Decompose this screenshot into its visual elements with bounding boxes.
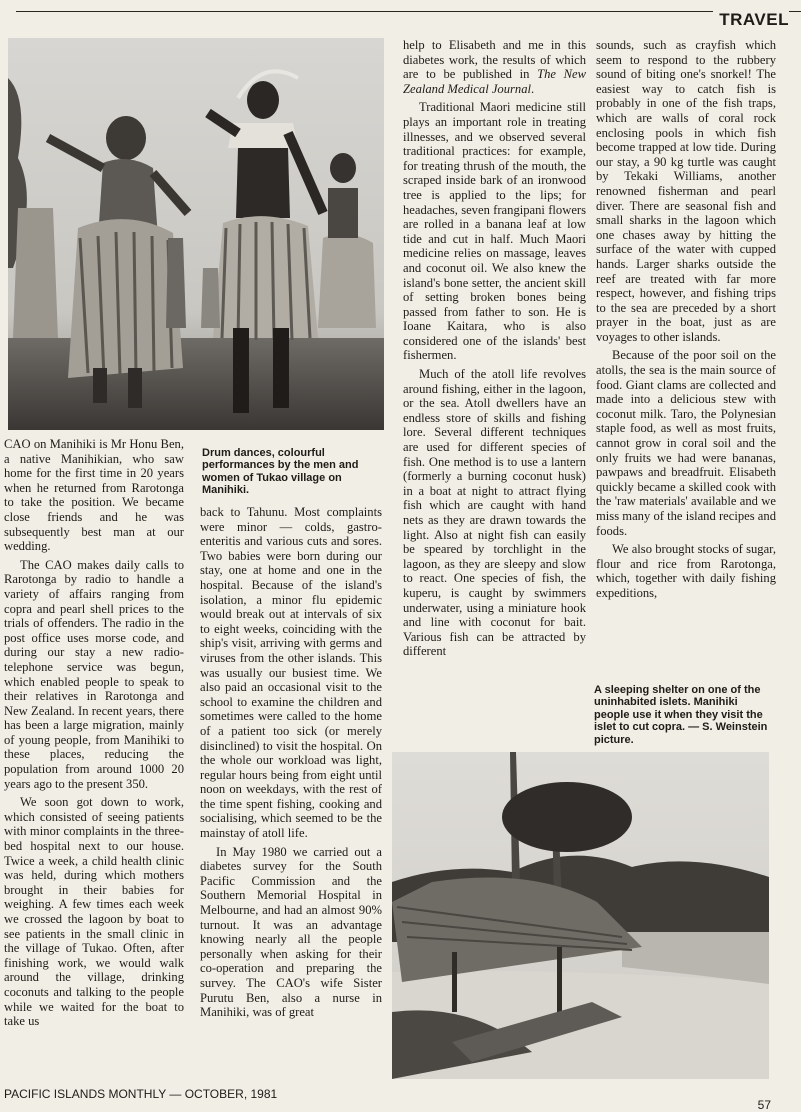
article-column-4 (596, 38, 776, 605)
article-column-3 (403, 38, 586, 663)
paragraph: We also brought stocks of sugar, flour and rice from Rarotonga, which, together with daily fishing expeditions, (596, 542, 776, 600)
dance-photo-caption: Drum dances, colourful performances by the men and women of Tukao village on Manihiki. (202, 447, 359, 497)
dance-photo (8, 38, 384, 430)
paragraph: CAO on Manihiki is Mr Honu Ben, a native Manihikian, who saw home for the first time in 20 years when he returned from Rarotonga to take the position. We became close friends and he was subsequently best man at our wedding. (4, 437, 184, 554)
paragraph: The CAO makes daily calls to Rarotonga by radio to handle a variety of affairs ranging from copra and pearl shell prices to the trials of offenders. The radio in the post office uses morse code, and during our stay a new radio-telephone service was begun, which enabled people to speak to their relatives in Rarotonga and New Zealand. In recent years, there has been a large migration, mainly of young people, from Manihiki to these places, reducing the population from around 1000 20 years ago to the present 350. (4, 557, 184, 791)
section-title: TRAVEL (713, 10, 789, 30)
shelter-photo (392, 752, 769, 1079)
text-run: . (531, 81, 535, 96)
article-column-2 (200, 505, 382, 1024)
journal-title: The New Zealand Medical Journal (403, 67, 586, 96)
paragraph: sounds, such as crayfish which seem to respond to the rubbery sound of biting one's snorkel! The easiest way to catch fish is probably in one of the fish traps, which are walls of coral rock enclosing pools in which fish become trapped at low tide. During our stay, a 90 kg turtle was caught by Tekaki Williams, another renowned fisherman and pearl diver. There are seasonal fish and small sharks in the lagoon which one chases away by hitting the surface of the water with cupped hands. Larger sharks outside the reef are treated with far more respect, however, and fishing trips to the sea are preceded by a short prayer in the boat, just as are voyages to other islands. (596, 38, 776, 344)
page-number: 57 (757, 1098, 771, 1112)
paragraph: Because of the poor soil on the atolls, the sea is the main source of food. Giant clams are collected and made into a delicious stew with coconut milk. Taro, the Polynesian staple food, as well as most fruits, cannot grow in coral soil and the only fruits we had were bananas, pawpaws and breadfruit. Elisabeth quickly became a skilled cook with the 'raw materials' available and we miss many of the island recipes and foods. (596, 348, 776, 538)
shelter-photo-caption: A sleeping shelter on one of the uninhabited islets. Manihiki people use it when they visit the islet to cut copra. — S. Weinstein picture. (594, 684, 768, 746)
paragraph: In May 1980 we carried out a diabetes survey for the South Pacific Commission and the Southern Memorial Hospital in Melbourne, and had an almost 90% turnout. It was an advantage knowing nearly all the people personally when asking for their co-operation and preparing the survey. The CAO's wife Sister Purutu Ben, also a nurse in Manihiki, was of great (200, 844, 382, 1020)
text-run: help to Elisabeth and me in this diabetes work, the results of which are to be published in (403, 38, 586, 82)
paragraph (403, 38, 586, 96)
paragraph: We soon got down to work, which consisted of seeing patients with minor complaints in the three-bed hospital next to our house. Twice a week, a child health clinic was held, during which mothers brought in their babies for weighing. A few times each week we crossed the lagoon by boat to see patients in the small clinic in the village of Tukao. Often, after finishing work, we would walk around the village, drinking coconuts and talking to the people while we waited for the boat to take us (4, 795, 184, 1029)
publication-footer: PACIFIC ISLANDS MONTHLY — OCTOBER, 1981 (4, 1087, 278, 1101)
paragraph: Traditional Maori medicine still plays an important role in treating illnesses, and we observed several traditional practices: for example, for treating thrush of the mouth, the scraped inside bark of an ironwood tree is applied to the lips; for headaches, seven frangipani flowers are rolled in a banana leaf at low tide and cut in half. Much Maori medicine relies on massage, leaves and coconut oil. We also knew the island's bone setter, the ancient skill of setting broken bones being passed from father to son. He is Ioane Kaitara, who is also considered one of the islands' best fishermen. (403, 100, 586, 363)
header-rule (16, 11, 801, 12)
article-column-1 (4, 437, 184, 1033)
paragraph: Much of the atoll life revolves around fishing, either in the lagoon, or the sea. Atoll dwellers have an endless store of skills and fishing lore. Several different techniques are used for different species of fish. One method is to use a lantern (formerly a burning coconut husk) in a boat at night to attract flying fish which are caught with hand nets as they are drawn towards the light. Also at night fish can easily be speared by torchlight in the lagoon, as they are sleepy and slow to react. One species of fish, the kuperu, is caught by swimmers underwater, using a miniature hook and line with coconut for bait. Various fish can be attracted by different (403, 367, 586, 659)
paragraph: back to Tahunu. Most complaints were minor — colds, gastro-enteritis and various cuts and sores. Two babies were born during our stay, one at home and one in the hospital. Because of the island's isolation, a minor flu epidemic would break out at intervals of six to eight weeks, coinciding with the ship's visit, arriving with germs and viruses from the other islands. This was usually our busiest time. We also paid an occasional visit to the school to examine the children and sometimes were called to the home of a patient too sick (or merely disinclined) to visit the hospital. On the whole our workload was light, regular hours being from eight until noon on weekdays, with the rest of the time spent fishing, cooking and socialising, which seemed to be the mainstay of atoll life. (200, 505, 382, 841)
